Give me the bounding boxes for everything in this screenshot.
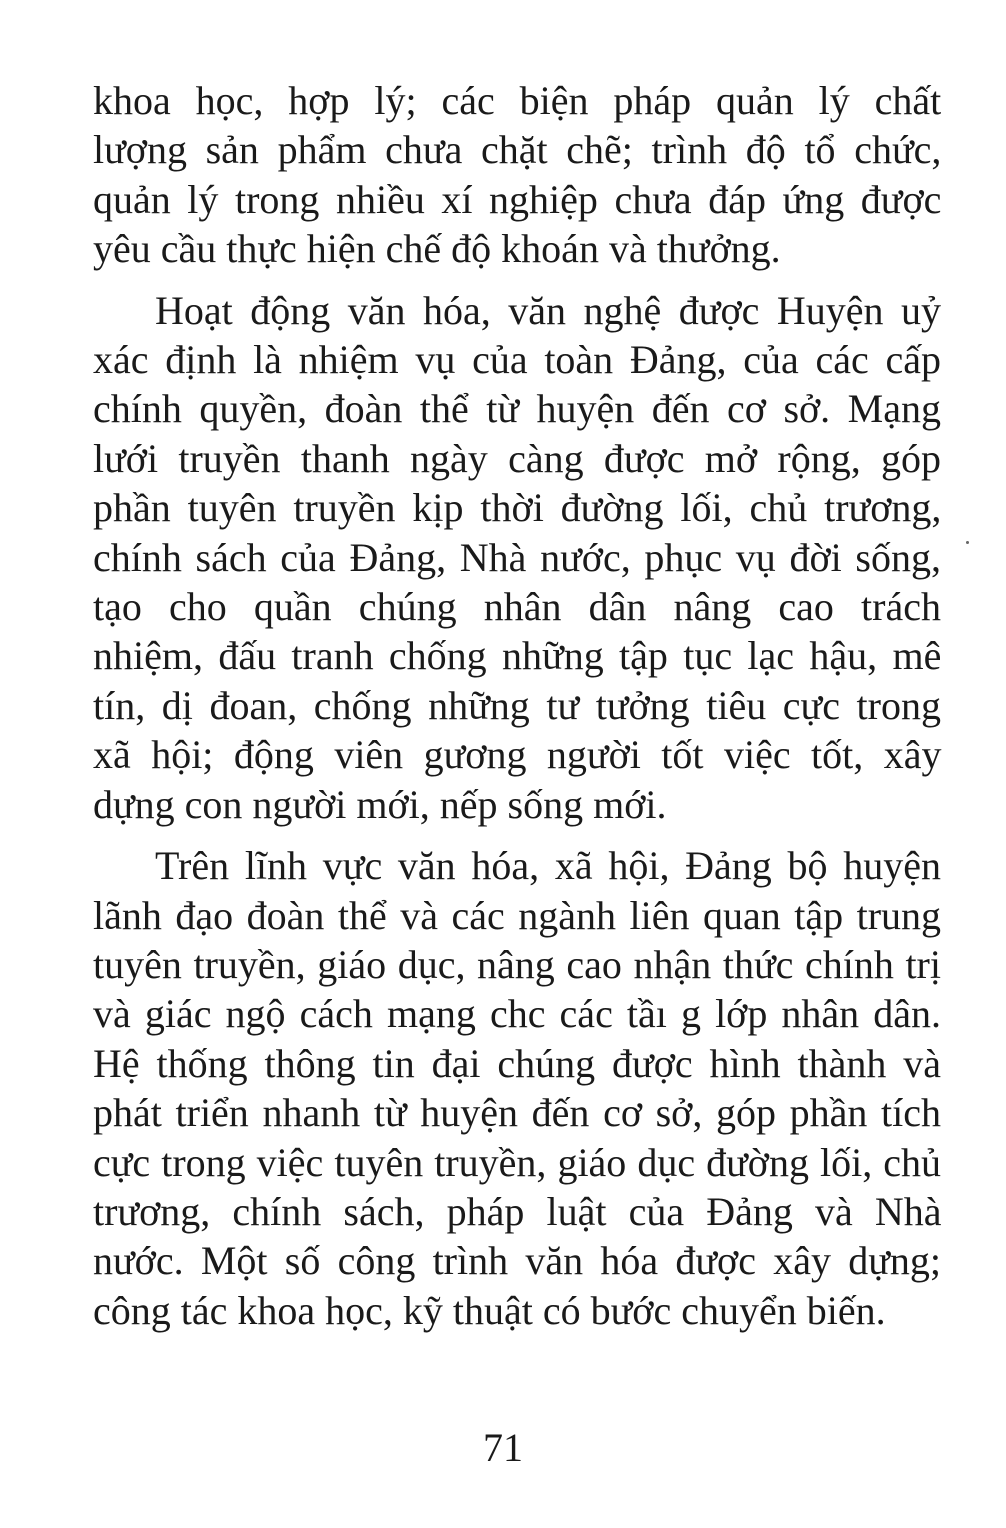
text-line: tạo cho quần chúng nhân dân nâng cao trách	[93, 584, 941, 630]
text-line: phần tuyên truyền kịp thời đường lối, chủ trương,	[93, 485, 942, 531]
text-line: xác định là nhiệm vụ của toàn Đảng, của các cấp	[93, 337, 941, 383]
paragraph-3	[93, 841, 941, 1335]
paragraph-gap	[93, 829, 941, 841]
scan-speck	[966, 541, 969, 544]
page-body	[93, 76, 941, 1335]
text-line: quản lý trong nhiều xí nghiệp chưa đáp ứng được	[93, 176, 942, 222]
text-line: công tác khoa học, kỹ thuật có bước chuyển biến.	[93, 1287, 886, 1333]
text-line: lưới truyền thanh ngày càng được mở rộng, góp	[93, 435, 941, 481]
text-line: chính sách của Đảng, Nhà nước, phục vụ đời sống,	[93, 534, 941, 580]
text-line: dựng con người mới, nếp sống mới.	[93, 781, 667, 827]
text-line: lãnh đạo đoàn thể và các ngành liên quan tập trung	[93, 892, 942, 938]
text-line: chính quyền, đoàn thể từ huyện đến cơ sở. Mạng	[93, 386, 941, 432]
text-line: yêu cầu thực hiện chế độ khoán và thưởng.	[93, 226, 781, 272]
text-line: trương, chính sách, pháp luật của Đảng và Nhà	[93, 1188, 942, 1234]
paragraph-1	[93, 76, 941, 274]
text-line: lượng sản phẩm chưa chặt chẽ; trình độ tổ chức,	[93, 127, 942, 173]
text-line: Trên lĩnh vực văn hóa, xã hội, Đảng bộ huyện	[155, 843, 941, 889]
text-line: phát triển nhanh từ huyện đến cơ sở, góp phần tích	[93, 1090, 941, 1136]
text-line: tuyên truyền, giáo dục, nâng cao nhận thức chính trị	[93, 941, 941, 987]
text-line: tín, dị đoan, chống những tư tưởng tiêu cực trong	[93, 682, 941, 728]
page-number: 71	[483, 1425, 523, 1470]
text-line: nước. Một số công trình văn hóa được xây dựng;	[93, 1238, 941, 1284]
text-line: xã hội; động viên gương người tốt việc tốt, xây	[93, 732, 942, 778]
paragraph-2	[93, 286, 941, 829]
paragraph-gap	[93, 274, 941, 286]
text-line: và giác ngộ cách mạng chc các tầı g lớp nhân dân.	[93, 991, 942, 1037]
text-line: nhiệm, đấu tranh chống những tập tục lạc hậu, mê	[93, 633, 942, 679]
text-line: khoa học, hợp lý; các biện pháp quản lý chất	[93, 78, 942, 123]
text-line: Hoạt động văn hóa, văn nghệ được Huyện uỷ	[155, 287, 941, 333]
text-line: Hệ thống thông tin đại chúng được hình thành và	[93, 1040, 942, 1086]
text-line: cực trong việc tuyên truyền, giáo dục đường lối, chủ	[93, 1139, 941, 1185]
